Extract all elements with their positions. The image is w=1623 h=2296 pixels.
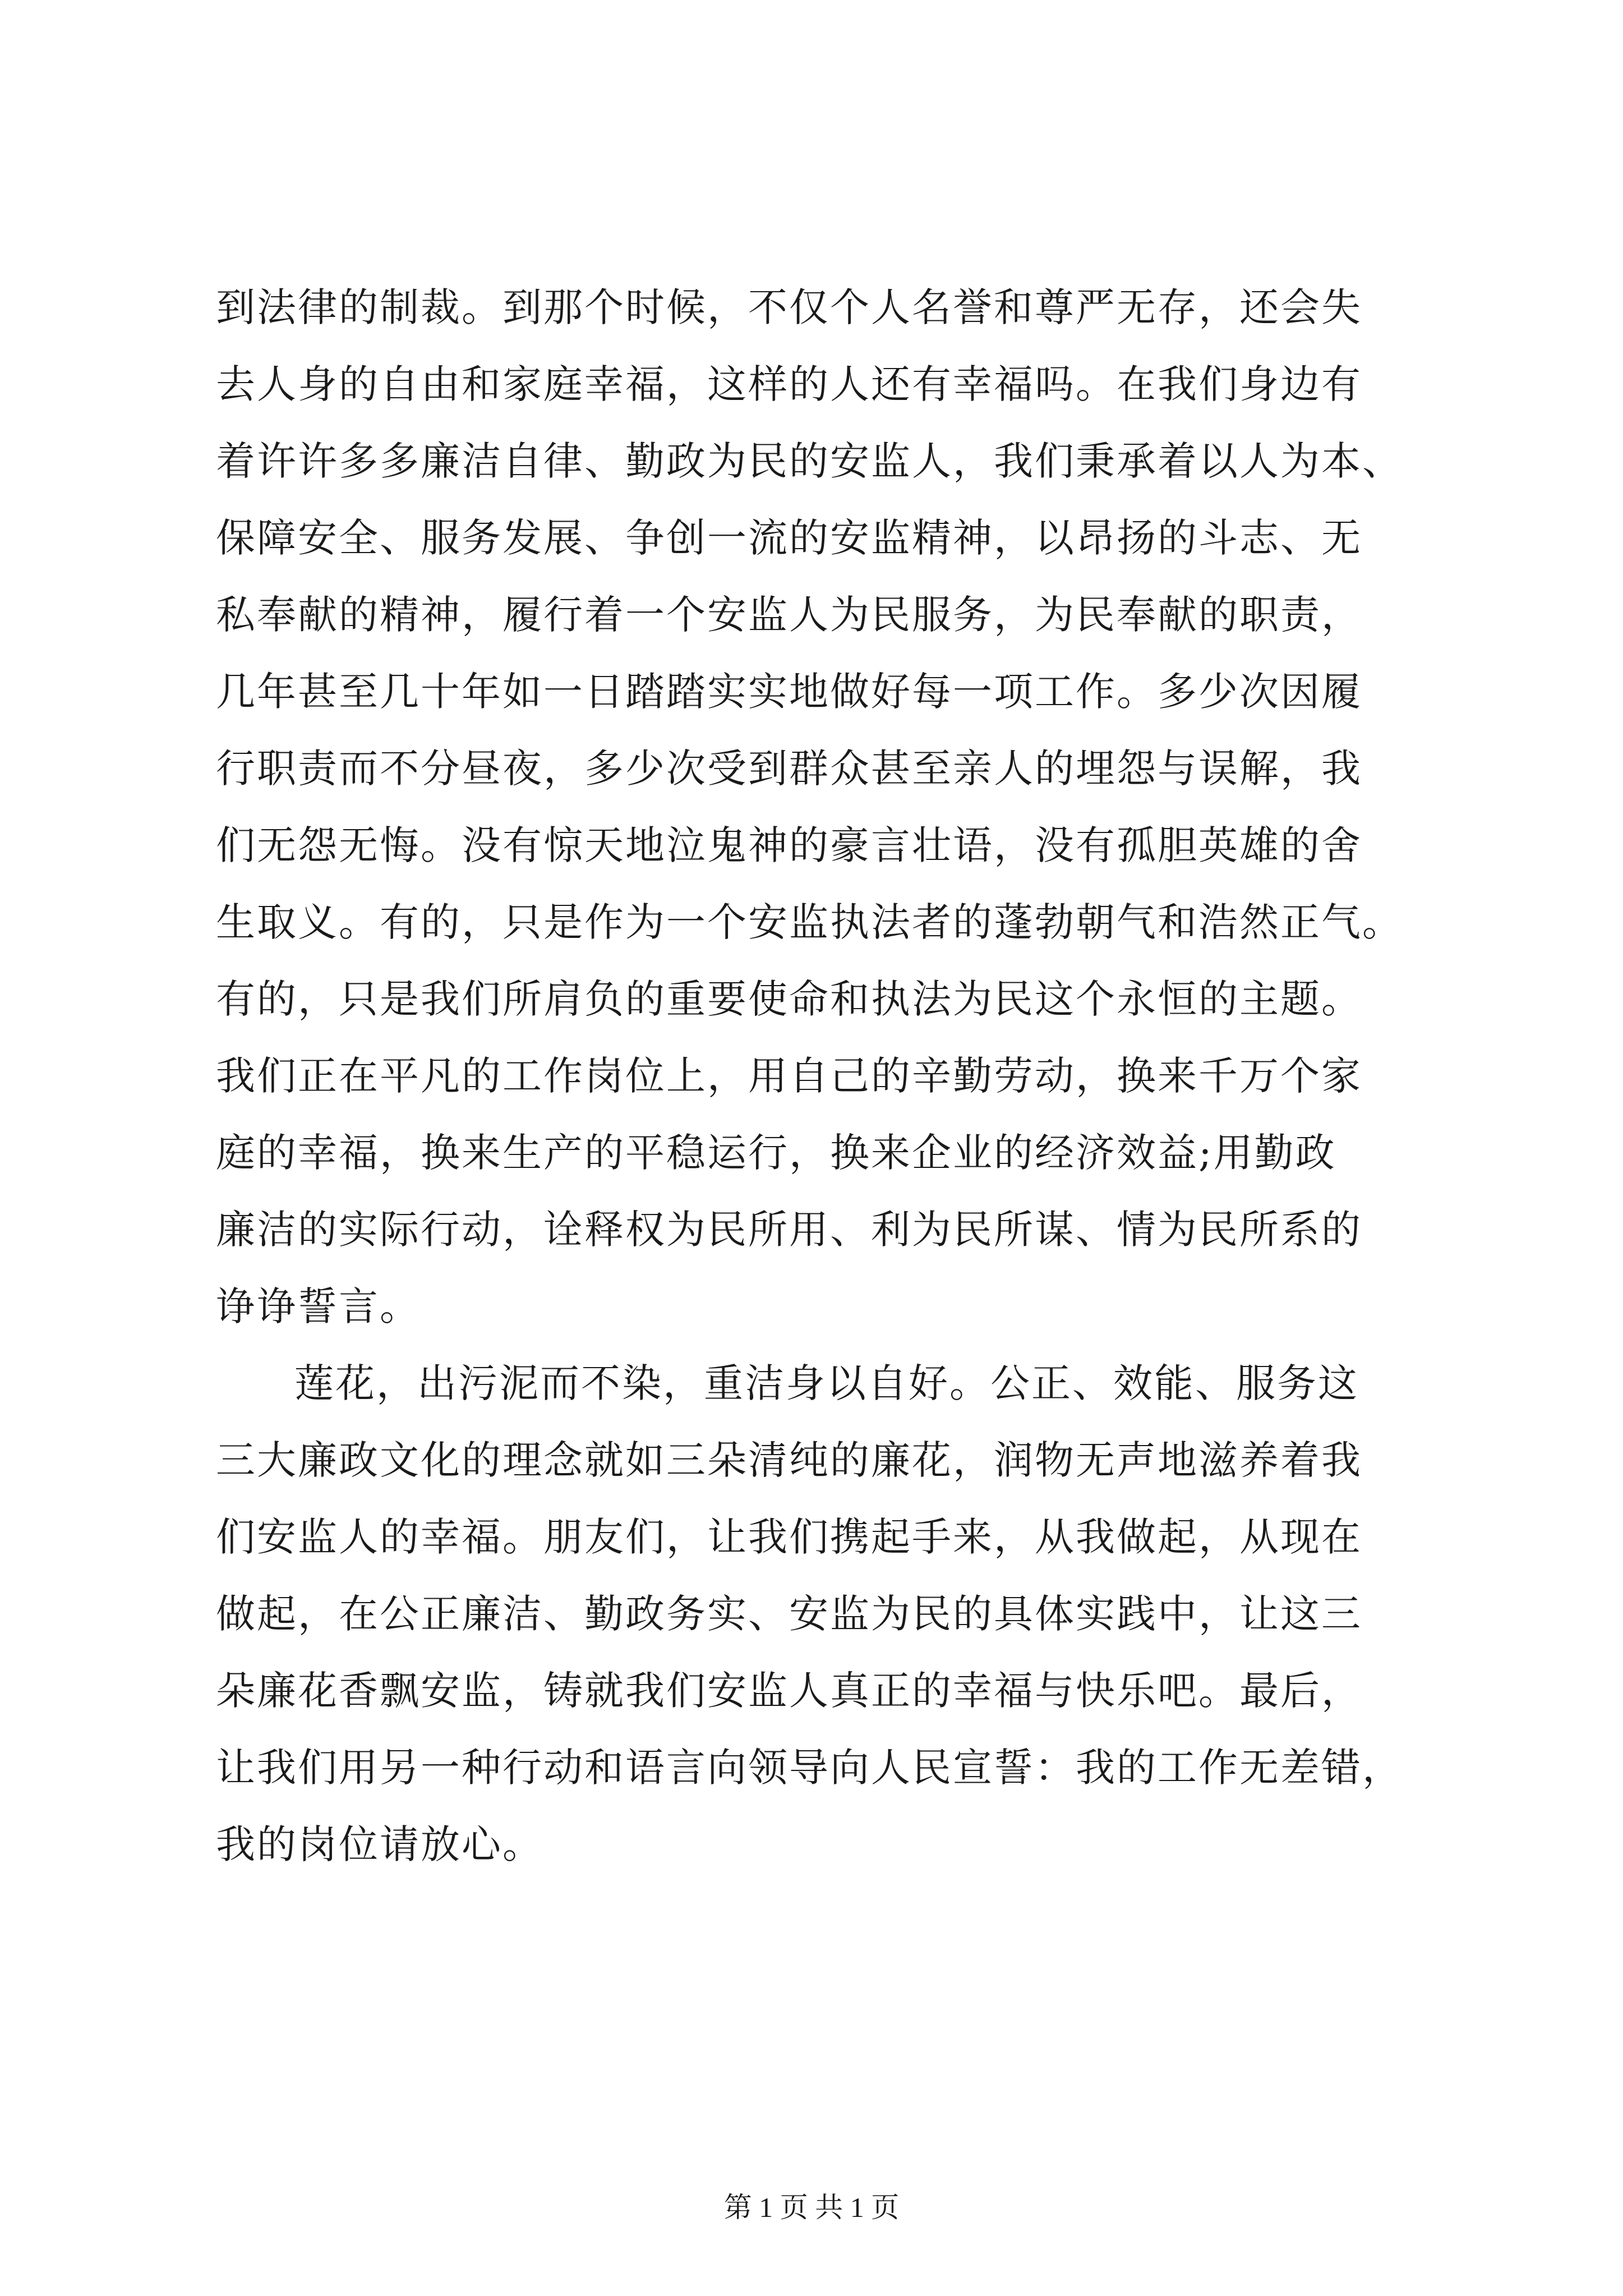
text-line: 朵廉花香飘安监，铸就我们安监人真正的幸福与快乐吧。最后， <box>216 1668 1362 1714</box>
text-line: 着许许多多廉洁自律、勤政为民的安监人，我们秉承着以人为本、 <box>216 438 1403 484</box>
text-line: 们安监人的幸福。朋友们，让我们携起手来，从我做起，从现在 <box>216 1514 1362 1560</box>
text-line: 们无怨无悔。没有惊天地泣鬼神的豪言壮语，没有孤胆英雄的舍 <box>216 822 1362 868</box>
text-line: 私奉献的精神，履行着一个安监人为民服务，为民奉献的职责， <box>216 592 1362 638</box>
text-line: 莲花，出污泥而不染，重洁身以自好。公正、效能、服务这 <box>294 1360 1359 1406</box>
document-body <box>216 269 1416 1883</box>
text-line: 做起，在公正廉洁、勤政务实、安监为民的具体实践中，让这三 <box>216 1591 1362 1637</box>
text-line: 让我们用另一种行动和语言向领导向人民宣誓：我的工作无差错， <box>216 1745 1403 1791</box>
text-line: 生取义。有的，只是作为一个安监执法者的蓬勃朝气和浩然正气。 <box>216 899 1403 945</box>
text-line: 三大廉政文化的理念就如三朵清纯的廉花，润物无声地滋养着我 <box>216 1437 1362 1483</box>
text-line: 去人身的自由和家庭幸福，这样的人还有幸福吗。在我们身边有 <box>216 361 1362 407</box>
paragraph <box>216 1345 1416 1883</box>
text-line: 诤诤誓言。 <box>216 1283 421 1329</box>
text-line: 保障安全、服务发展、争创一流的安监精神，以昂扬的斗志、无 <box>216 515 1362 561</box>
text-line: 我们正在平凡的工作岗位上，用自己的辛勤劳动，换来千万个家 <box>216 1053 1362 1099</box>
page-number-footer: 第 1 页 共 1 页 <box>723 2192 900 2223</box>
text-line: 到法律的制裁。到那个时候，不仅个人名誉和尊严无存，还会失 <box>216 284 1362 330</box>
text-line: 有的，只是我们所肩负的重要使命和执法为民这个永恒的主题。 <box>216 976 1362 1022</box>
text-line: 几年甚至几十年如一日踏踏实实地做好每一项工作。多少次因履 <box>216 669 1362 715</box>
paragraph <box>216 269 1416 1345</box>
text-line: 我的岗位请放心。 <box>216 1821 543 1867</box>
text-line: 庭的幸福，换来生产的平稳运行，换来企业的经济效益;用勤政 <box>216 1130 1336 1176</box>
text-line: 廉洁的实际行动，诠释权为民所用、利为民所谋、情为民所系的 <box>216 1207 1362 1253</box>
text-line: 行职责而不分昼夜，多少次受到群众甚至亲人的埋怨与误解，我 <box>216 746 1362 792</box>
